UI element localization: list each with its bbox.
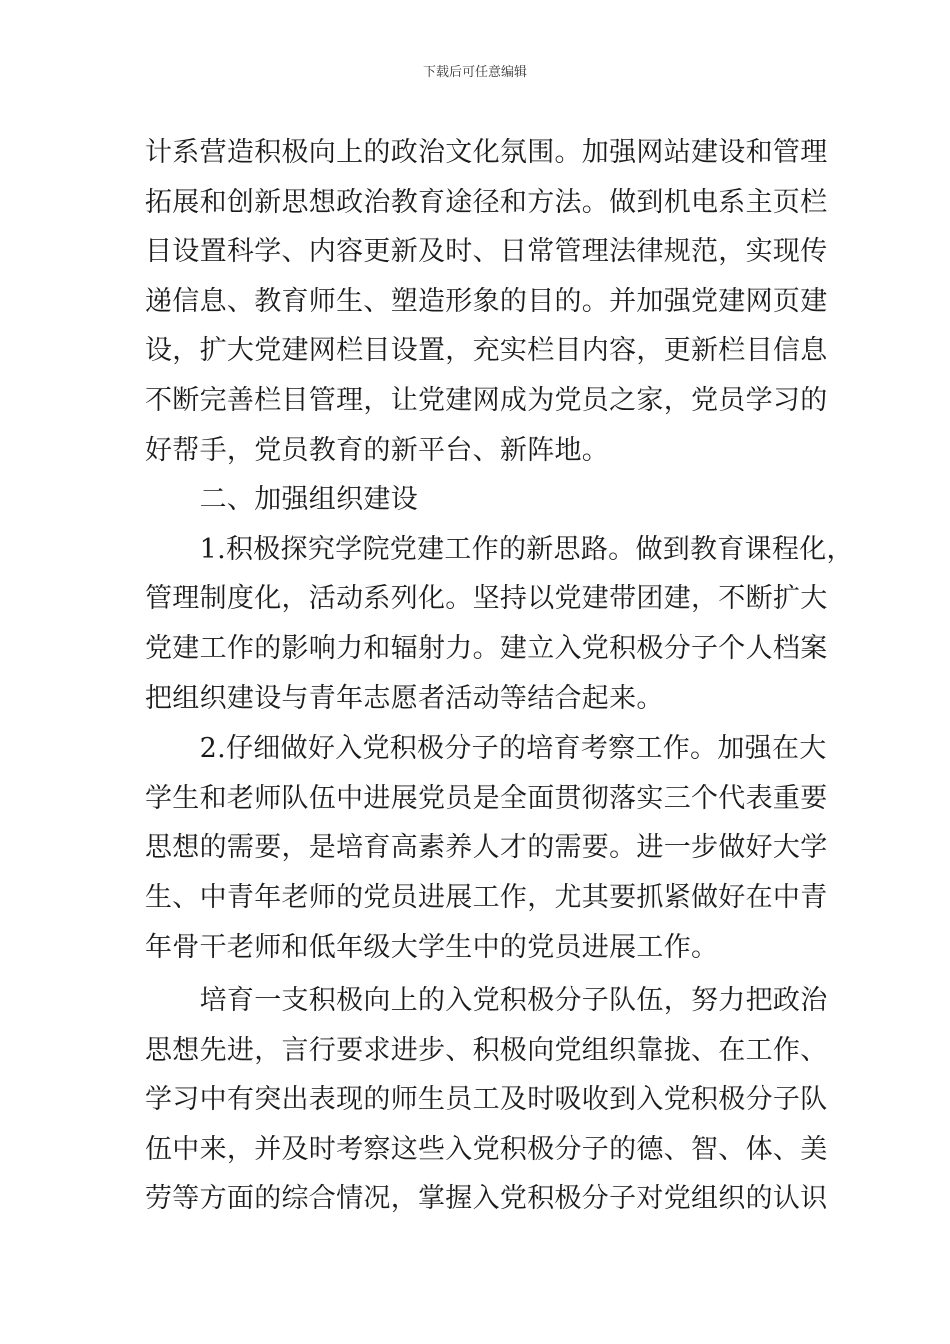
body-line: 拓展和创新思想政治教育途径和方法。做到机电系主页栏: [145, 186, 828, 218]
body-line: 党建工作的影响力和辐射力。建立入党积极分子个人档案: [145, 632, 828, 664]
body-line: 管理制度化，活动系列化。坚持以党建带团建，不断扩大: [145, 583, 828, 615]
body-line: 学习中有突出表现的师生员工及时吸收到入党积极分子队: [145, 1084, 828, 1116]
body-line: 学生和老师队伍中进展党员是全面贯彻落实三个代表重要: [145, 782, 828, 814]
section-heading: 二、加强组织建设: [145, 484, 418, 516]
page-header-note: 下载后可任意编辑: [422, 65, 527, 80]
body-line: 1.积极探究学院党建工作的新思路。做到教育课程化，: [145, 533, 854, 565]
body-line: 目设置科学、内容更新及时、日常管理法律规范，实现传: [145, 236, 828, 268]
body-line: 生、中青年老师的党员进展工作，尤其要抓紧做好在中青: [145, 881, 828, 913]
body-line: 劳等方面的综合情况，掌握入党积极分子对党组织的认识: [145, 1183, 828, 1215]
body-line: 好帮手，党员教育的新平台、新阵地。: [145, 434, 610, 466]
body-line: 思想的需要，是培育高素养人才的需要。进一步做好大学: [145, 832, 828, 864]
body-line: 把组织建设与青年志愿者活动等结合起来。: [145, 682, 664, 714]
body-line: 递信息、教育师生、塑造形象的目的。并加强党建网页建: [145, 285, 828, 317]
body-line: 计系营造积极向上的政治文化氛围。加强网站建设和管理: [145, 137, 828, 168]
body-line: 培育一支积极向上的入党积极分子队伍，努力把政治: [145, 985, 828, 1017]
body-line: 设，扩大党建网栏目设置，充实栏目内容，更新栏目信息: [145, 335, 828, 367]
body-line: 思想先进，言行要求进步、积极向党组织靠拢、在工作、: [145, 1034, 828, 1066]
body-line: 伍中来，并及时考察这些入党积极分子的德、智、体、美: [145, 1133, 828, 1165]
body-line: 不断完善栏目管理，让党建网成为党员之家，党员学习的: [145, 384, 828, 416]
body-line: 年骨干老师和低年级大学生中的党员进展工作。: [145, 931, 719, 963]
body-line: 2.仔细做好入党积极分子的培育考察工作。加强在大: [145, 733, 827, 765]
document-body: [145, 128, 854, 1224]
